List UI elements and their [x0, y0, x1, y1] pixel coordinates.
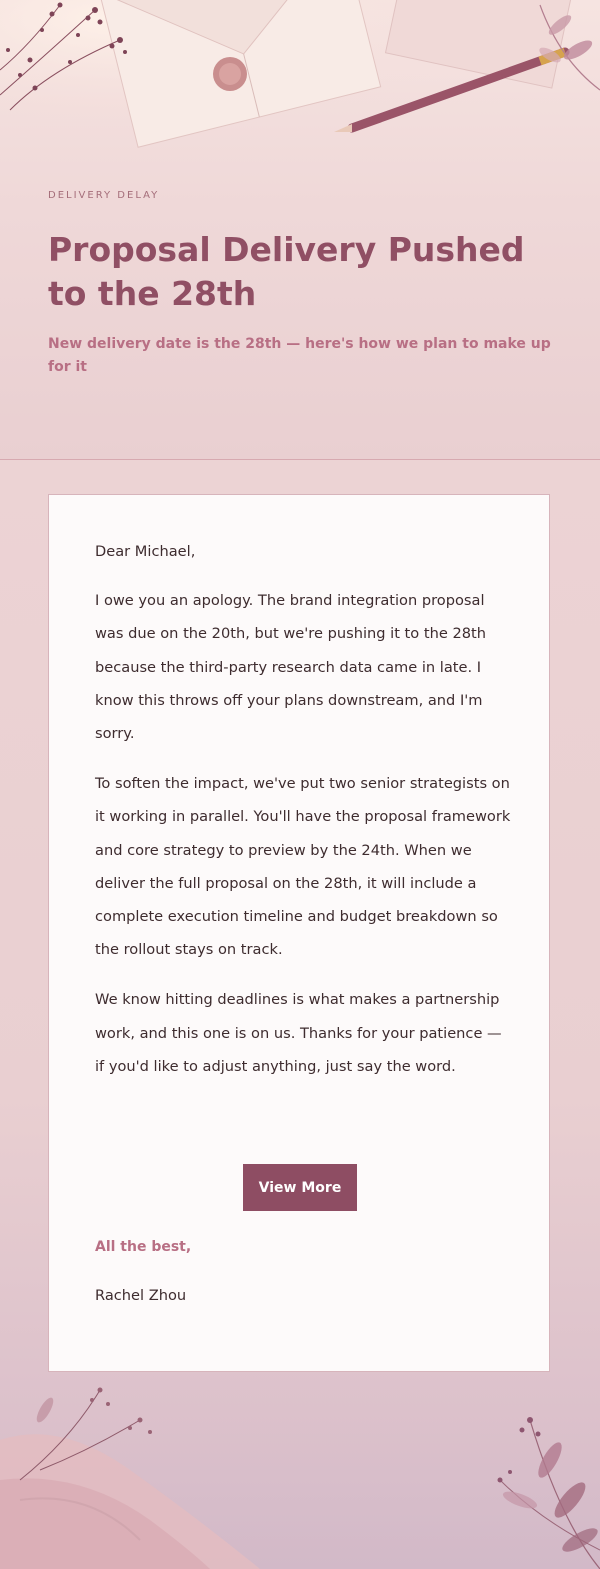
hero-banner — [0, 0, 600, 460]
page-title: Proposal Delivery Pushed to the 28th — [48, 230, 525, 313]
letter-closing: All the best, — [95, 1239, 192, 1255]
letter-paragraph: I owe you an apology. The brand integration proposal was due on the 20th, but we're pushing it to the 28th because the third-party research data came in late. I know this throws off your plans downstream, and I'm sorry. — [95, 592, 486, 743]
eyebrow-label: DELIVERY DELAY — [48, 190, 160, 201]
letter-body — [95, 535, 513, 1100]
letter-paragraph: To soften the impact, we've put two senior strategists on it working in parallel. You'll have the proposal framework and core strategy to preview by the 24th. When we deliver the full proposal on the 28th, it will include a complete execution timeline and budget breakdown so the rollout stays on track. — [95, 775, 511, 959]
view-more-button[interactable]: View More — [243, 1164, 357, 1211]
leaves-bottom-right-decoration — [460, 1400, 600, 1569]
page-subtitle: New delivery date is the 28th — here's how we plan to make up for it — [48, 336, 551, 375]
letter-card — [48, 494, 550, 1372]
letter-greeting: Dear Michael, — [95, 543, 196, 560]
dried-flowers-left-decoration — [0, 0, 140, 120]
signer-name: Rachel Zhou — [95, 1287, 187, 1304]
hero-divider — [0, 459, 600, 460]
leaves-right-decoration — [520, 0, 600, 100]
letter-paragraph: We know hitting deadlines is what makes a partnership work, and this one is on us. Thanks for your patience — if you'd like to adjust anything, just say the word. — [95, 991, 502, 1075]
